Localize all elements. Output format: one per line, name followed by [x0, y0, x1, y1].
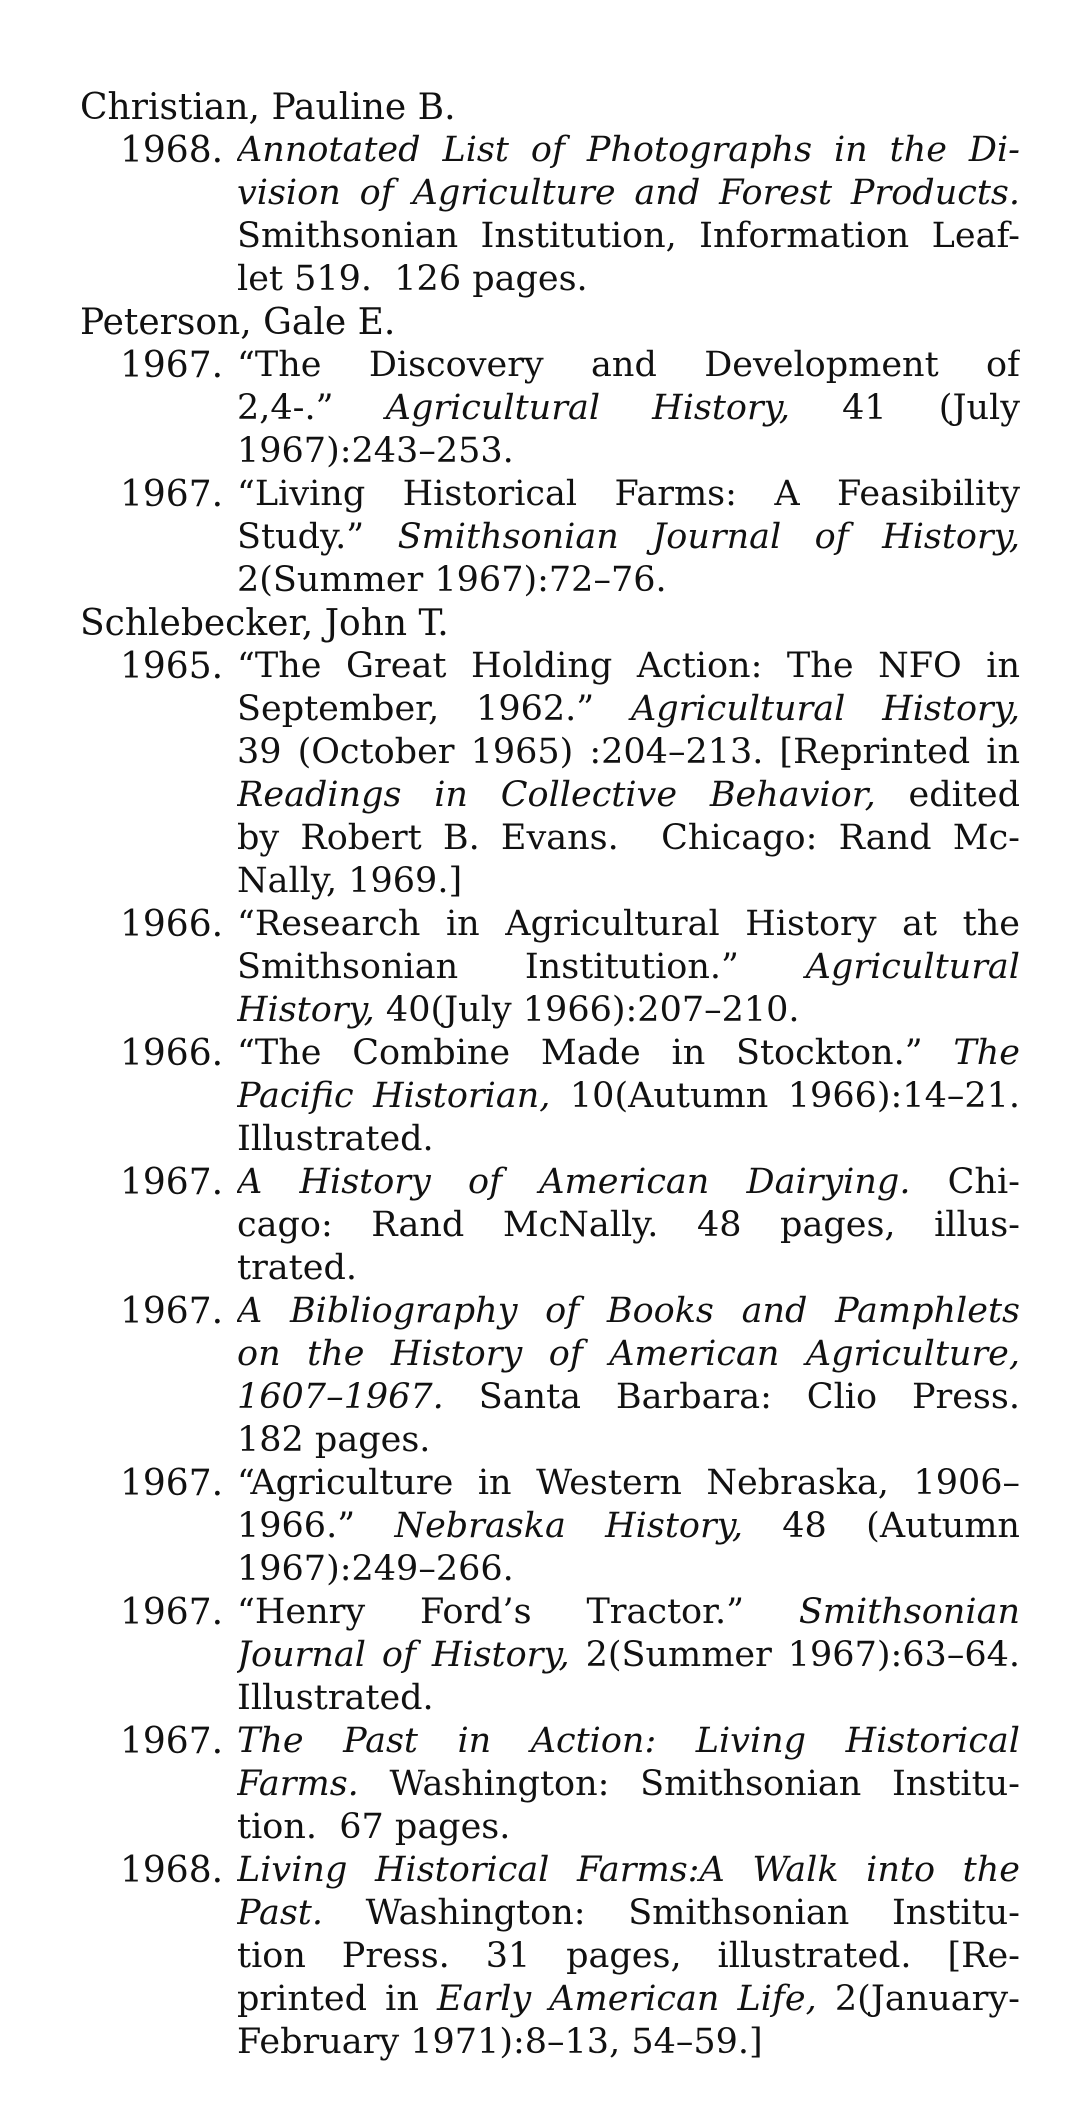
text-segment: “Research in Agricultural History at the — [237, 904, 1020, 944]
italic-title-segment: vision of Agriculture and Forest Products. — [237, 173, 1020, 213]
italic-title-segment: Past. — [237, 1893, 323, 1933]
entry-line — [237, 516, 1020, 559]
entry-text — [237, 1591, 1020, 1720]
entry-line — [237, 1118, 1020, 1161]
text-segment: 2,4-.” — [237, 388, 386, 428]
italic-title-segment: Readings in Collective Behavior, — [237, 775, 876, 815]
text-segment: “The Great Holding Action: The NFO in — [237, 646, 1020, 686]
italic-title-segment: Smithsonian Journal of History, — [397, 517, 1020, 557]
entry-line — [237, 1161, 1020, 1204]
text-segment: Washington: Smithsonian Institu- — [358, 1764, 1020, 1804]
text-segment: Chi- — [910, 1162, 1020, 1202]
text-segment: February 1971):8–13, 54–59.] — [237, 2022, 763, 2062]
entry-line — [237, 1677, 1020, 1720]
entry-line — [237, 1333, 1020, 1376]
entry-year: 1967. — [120, 474, 224, 515]
entry-year: 1967. — [120, 1463, 224, 1504]
text-segment: 2(Summer 1967):72–76. — [237, 560, 667, 600]
entry-line — [237, 946, 1020, 989]
entry-line — [237, 774, 1020, 817]
entry-year: 1968. — [120, 1850, 224, 1891]
entry-line — [237, 1978, 1020, 2021]
entry-text — [237, 344, 1020, 473]
entry-line — [237, 473, 1020, 516]
entry-year: 1967. — [120, 1592, 224, 1633]
text-segment: edited — [875, 775, 1020, 815]
italic-title-segment: Living Historical Farms:A Walk into the — [237, 1850, 1020, 1890]
entry-line — [237, 1591, 1020, 1634]
text-segment: 1967):243–253. — [237, 431, 514, 471]
text-segment: printed in — [237, 1979, 438, 2019]
entry-line — [237, 215, 1020, 258]
entry-line — [237, 731, 1020, 774]
entry-line — [237, 2021, 1020, 2064]
entry-line — [237, 1290, 1020, 1333]
entry-line — [237, 1419, 1020, 1462]
entry-text — [237, 473, 1020, 602]
italic-title-segment: Pacific Historian, — [237, 1076, 551, 1116]
entry-line — [237, 1462, 1020, 1505]
entry-text — [237, 903, 1020, 1032]
entry-year: 1965. — [120, 646, 224, 687]
entry-line — [237, 1849, 1020, 1892]
entry-text — [237, 1290, 1020, 1462]
italic-title-segment: Agricultural History, — [631, 689, 1020, 729]
text-segment: 182 pages. — [237, 1420, 431, 1460]
entry-year: 1967. — [120, 345, 224, 386]
entry-year: 1967. — [120, 1291, 224, 1332]
entry-line — [237, 1720, 1020, 1763]
entry-line — [237, 172, 1020, 215]
entry-year: 1967. — [120, 1721, 224, 1762]
entry-text — [237, 1032, 1020, 1161]
entry-line — [237, 645, 1020, 688]
entry-line — [237, 860, 1020, 903]
text-segment: Nally, 1969.] — [237, 861, 463, 901]
entry-line — [237, 1032, 1020, 1075]
author-heading: Christian, Pauline B. — [80, 87, 456, 128]
entry-line — [237, 1634, 1020, 1677]
entry-year: 1966. — [120, 904, 224, 945]
entry-line — [237, 1075, 1020, 1118]
entry-line — [237, 1204, 1020, 1247]
entry-line — [237, 1763, 1020, 1806]
entry-year: 1968. — [120, 130, 224, 171]
entry-line — [237, 1548, 1020, 1591]
text-segment: 2(Summer 1967):63–64. — [569, 1635, 1020, 1675]
text-segment: Smithsonian Institution, Information Leaf- — [237, 216, 1020, 256]
text-segment: 39 (October 1965) :204–213. [Reprinted in — [237, 732, 1020, 772]
italic-title-segment: The Past in Action: Living Historical — [237, 1721, 1020, 1761]
entry-line — [237, 1376, 1020, 1419]
entry-line — [237, 1806, 1020, 1849]
text-segment: tion. 67 pages. — [237, 1807, 511, 1847]
entry-text — [237, 1720, 1020, 1849]
italic-title-segment: Farms. — [237, 1764, 359, 1804]
italic-title-segment: The — [953, 1033, 1020, 1073]
text-segment: September, 1962.” — [237, 689, 631, 729]
text-segment: let 519. 126 pages. — [237, 259, 588, 299]
text-segment: “Henry Ford’s Tractor.” — [237, 1592, 799, 1632]
text-segment: 1966.” — [237, 1506, 395, 1546]
author-heading: Peterson, Gale E. — [80, 302, 396, 343]
text-segment: 2(January- — [816, 1979, 1020, 2019]
entry-year: 1967. — [120, 1162, 224, 1203]
entry-line — [237, 430, 1020, 473]
text-segment: “The Discovery and Development of — [237, 345, 1020, 385]
italic-title-segment: on the History of American Agriculture, — [237, 1334, 1020, 1374]
italic-title-segment: Nebraska History, — [394, 1506, 743, 1546]
italic-title-segment: A Bibliography of Books and Pamphlets — [237, 1291, 1020, 1331]
text-segment: 41 (July — [789, 388, 1020, 428]
entry-line — [237, 1935, 1020, 1978]
italic-title-segment: A History of American Dairying. — [237, 1162, 911, 1202]
entry-line — [237, 258, 1020, 301]
italic-title-segment: Smithsonian — [798, 1592, 1020, 1632]
italic-title-segment: Annotated List of Photographs in the Di- — [237, 130, 1020, 170]
italic-title-segment: Journal of History, — [237, 1635, 570, 1675]
italic-title-segment: Agricultural History, — [385, 388, 790, 428]
entry-line — [237, 989, 1020, 1032]
text-segment: 48 (Autumn — [742, 1506, 1020, 1546]
text-segment: trated. — [237, 1248, 357, 1288]
text-segment: Santa Barbara: Clio Press. — [443, 1377, 1020, 1417]
text-segment: “Living Historical Farms: A Feasibility — [237, 474, 1020, 514]
text-segment: cago: Rand McNally. 48 pages, illus- — [237, 1205, 1020, 1245]
text-segment: by Robert B. Evans. Chicago: Rand Mc- — [237, 818, 1020, 858]
text-segment: 40(July 1966):207–210. — [374, 990, 800, 1030]
entry-text — [237, 1849, 1020, 2064]
text-segment: Study.” — [237, 517, 398, 557]
entry-line — [237, 817, 1020, 860]
text-segment: Washington: Smithsonian Institu- — [323, 1893, 1020, 1933]
text-segment: Smithsonian Institution.” — [237, 947, 806, 987]
text-segment: 1967):249–266. — [237, 1549, 514, 1589]
entry-line — [237, 1247, 1020, 1290]
entry-line — [237, 129, 1020, 172]
text-segment: tion Press. 31 pages, illustrated. [Re- — [237, 1936, 1020, 1976]
italic-title-segment: Early American Life, — [437, 1979, 817, 2019]
entry-line — [237, 903, 1020, 946]
text-segment: “The Combine Made in Stockton.” — [237, 1033, 954, 1073]
entry-text — [237, 129, 1020, 301]
entry-text — [237, 1462, 1020, 1591]
italic-title-segment: 1607–1967. — [237, 1377, 444, 1417]
entry-line — [237, 387, 1020, 430]
entry-text — [237, 645, 1020, 903]
entry-line — [237, 559, 1020, 602]
author-heading: Schlebecker, John T. — [80, 603, 449, 644]
italic-title-segment: History, — [237, 990, 375, 1030]
entry-line — [237, 1505, 1020, 1548]
text-segment: Illustrated. — [237, 1678, 434, 1718]
text-segment: “Agriculture in Western Nebraska, 1906– — [237, 1463, 1020, 1503]
entry-year: 1966. — [120, 1033, 224, 1074]
entry-text — [237, 1161, 1020, 1290]
text-segment: Illustrated. — [237, 1119, 434, 1159]
entry-line — [237, 688, 1020, 731]
entry-line — [237, 344, 1020, 387]
entry-line — [237, 1892, 1020, 1935]
italic-title-segment: Agricultural — [805, 947, 1020, 987]
text-segment: 10(Autumn 1966):14–21. — [550, 1076, 1020, 1116]
